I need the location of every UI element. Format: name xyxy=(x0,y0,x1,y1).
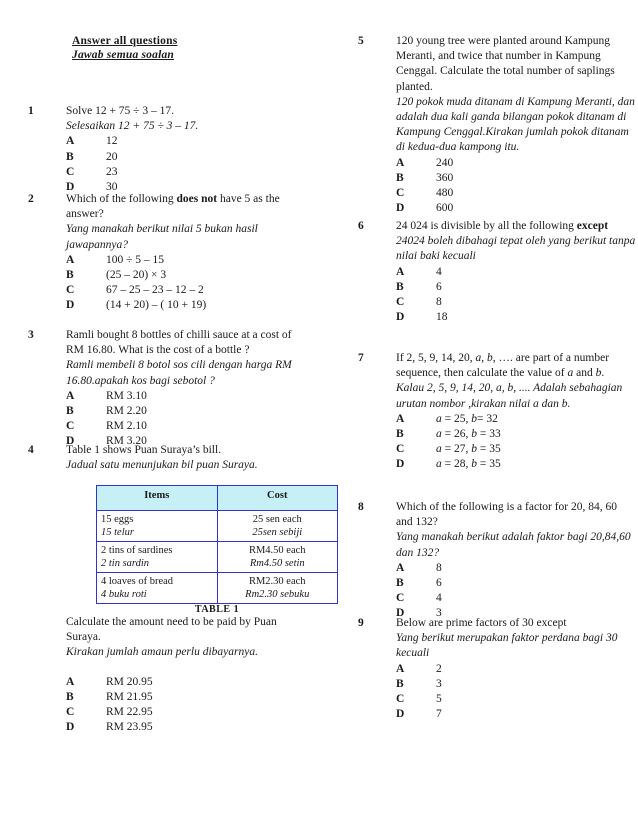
question-body xyxy=(66,443,306,473)
option-text: 6 xyxy=(436,280,442,293)
option-text: (25 – 20) × 3 xyxy=(106,269,167,281)
option-a[interactable] xyxy=(66,134,306,149)
page-heading xyxy=(72,34,322,62)
stem-english: Solve 12 + 75 ÷ 3 – 17. xyxy=(66,105,174,117)
option-letter: B xyxy=(396,577,404,589)
question-body xyxy=(396,500,636,622)
option-letter: B xyxy=(66,150,74,163)
option-b[interactable] xyxy=(396,280,636,295)
question-number: 2 xyxy=(28,193,34,205)
cell-cost xyxy=(217,542,338,573)
option-list xyxy=(396,662,636,723)
option-d[interactable] xyxy=(396,310,636,325)
option-letter: D xyxy=(66,721,75,734)
option-d[interactable] xyxy=(396,457,636,472)
option-c[interactable] xyxy=(396,295,636,310)
cell-item xyxy=(97,511,218,542)
option-c[interactable] xyxy=(396,186,636,201)
option-letter: B xyxy=(396,171,404,184)
option-text: 67 – 25 – 23 – 12 – 2 xyxy=(106,284,204,297)
option-text: 4 xyxy=(436,265,442,278)
option-text: RM 21.95 xyxy=(106,690,153,703)
option-letter: D xyxy=(396,311,405,324)
option-text: a = 27, b = 35 xyxy=(436,443,501,456)
option-letter: A xyxy=(396,561,405,574)
question-2 xyxy=(28,192,306,314)
option-text: 18 xyxy=(436,311,448,324)
cost-malay: Rm4.50 setin xyxy=(249,558,305,569)
item-malay: 2 tin sardin xyxy=(101,558,150,569)
cell-item xyxy=(97,542,218,573)
option-c[interactable] xyxy=(66,165,306,180)
option-letter: A xyxy=(66,135,75,148)
cell-item xyxy=(97,573,218,604)
option-text: RM 3.20 xyxy=(106,435,147,448)
option-letter: D xyxy=(396,458,405,471)
option-letter: B xyxy=(396,428,404,440)
question-number: 3 xyxy=(28,329,34,341)
option-text: RM 3.10 xyxy=(106,389,147,402)
item-malay: 4 buku roti xyxy=(101,589,147,600)
table-caption: TABLE 1 xyxy=(194,604,240,615)
stem-english-2: Calculate the amount need to be paid by Puan Suraya. xyxy=(66,616,277,644)
option-b[interactable] xyxy=(66,150,306,165)
option-a[interactable] xyxy=(66,389,306,404)
option-text: RM 2.10 xyxy=(106,420,147,433)
item-english: 4 loaves of bread xyxy=(101,576,174,587)
option-text: RM 22.95 xyxy=(106,705,153,718)
table-row xyxy=(97,542,338,573)
heading-english: Answer all questions xyxy=(72,35,178,47)
option-letter: B xyxy=(396,677,404,690)
option-text: 4 xyxy=(436,592,442,605)
option-a[interactable] xyxy=(396,412,636,427)
option-c[interactable] xyxy=(396,692,636,707)
option-text: 20 xyxy=(106,150,118,163)
option-letter: C xyxy=(396,295,405,308)
option-text: RM 2.20 xyxy=(106,405,147,417)
option-letter: C xyxy=(396,443,405,456)
option-text: 360 xyxy=(436,171,454,184)
question-body xyxy=(66,192,306,314)
option-d[interactable] xyxy=(66,298,306,313)
option-text: 23 xyxy=(106,165,118,178)
option-letter: B xyxy=(66,405,74,417)
question-body xyxy=(66,615,306,735)
option-letter: D xyxy=(66,435,75,448)
option-d[interactable] xyxy=(66,720,306,735)
item-malay: 15 telur xyxy=(101,527,134,538)
option-d[interactable] xyxy=(396,707,636,722)
stem-malay: Yang manakah berikut nilai 5 bukan hasil jawapannya? xyxy=(66,223,258,251)
option-letter: D xyxy=(396,202,405,215)
item-english: 2 tins of sardines xyxy=(101,545,173,556)
option-letter: B xyxy=(396,280,404,293)
cell-cost xyxy=(217,573,338,604)
option-a[interactable] xyxy=(396,156,636,171)
stem-english: 24 024 is divisible by all the following except xyxy=(396,220,609,232)
question-number: 9 xyxy=(358,617,364,629)
option-text: 3 xyxy=(436,677,442,690)
cost-english: 25 sen each xyxy=(252,514,302,525)
option-letter: D xyxy=(396,708,405,721)
option-list xyxy=(66,389,306,450)
question-number: 5 xyxy=(358,35,364,47)
bill-table-wrapper xyxy=(96,485,338,604)
option-text: a = 25, b= 32 xyxy=(436,412,498,425)
question-body xyxy=(66,328,306,450)
question-number: 7 xyxy=(358,352,364,364)
stem-malay-2: Kirakan jumlah amaun perlu dibayarnya. xyxy=(66,646,258,659)
option-text: a = 28, b = 35 xyxy=(436,458,501,471)
option-text: a = 26, b = 33 xyxy=(436,428,501,440)
option-letter: A xyxy=(66,389,75,402)
question-number: 6 xyxy=(358,220,364,232)
option-list xyxy=(66,253,306,314)
option-text: 240 xyxy=(436,156,454,169)
option-text: RM 23.95 xyxy=(106,721,153,734)
option-text: 8 xyxy=(436,295,442,308)
stem-english: Below are prime factors of 30 except xyxy=(396,617,567,629)
option-list xyxy=(396,561,636,622)
option-text: 7 xyxy=(436,708,442,721)
option-a[interactable] xyxy=(66,675,306,690)
question-8 xyxy=(358,500,636,622)
option-list xyxy=(396,412,636,473)
option-b[interactable] xyxy=(396,677,636,692)
stem-malay: 24024 boleh dibahagi tepat oleh yang berikut tanpa nilai baki kecuali xyxy=(396,235,636,263)
option-text: 600 xyxy=(436,202,454,215)
heading-malay: Jawab semua soalan xyxy=(72,49,175,61)
cost-malay: 25sen sebiji xyxy=(252,527,303,538)
question-4-continued xyxy=(28,615,306,735)
option-letter: D xyxy=(66,180,75,193)
table-row xyxy=(97,573,338,604)
option-list xyxy=(66,134,306,195)
option-letter: D xyxy=(396,607,405,620)
stem-malay: Yang manakah berikut adalah faktor bagi 20,84,60 dan 132? xyxy=(396,531,631,559)
stem-english: Table 1 shows Puan Suraya’s bill. xyxy=(66,444,222,456)
question-5 xyxy=(358,34,636,216)
question-body xyxy=(396,219,636,325)
table-header-row xyxy=(97,486,338,511)
option-b[interactable] xyxy=(66,268,306,283)
option-letter: A xyxy=(396,265,405,278)
stem-malay: Yang berikut merupakan faktor perdana bagi 30 kecuali xyxy=(396,632,618,660)
stem-malay: Jadual satu menunjukan bil puan Suraya. xyxy=(66,459,258,472)
option-letter: A xyxy=(66,253,75,266)
question-4 xyxy=(28,443,306,473)
stem-malay: Selesaikan 12 + 75 ÷ 3 – 17. xyxy=(66,120,199,133)
option-text: 5 xyxy=(436,692,442,705)
cost-english: RM2.30 each xyxy=(248,576,306,587)
option-c[interactable] xyxy=(66,705,306,720)
question-1 xyxy=(28,104,306,195)
option-letter: C xyxy=(66,165,75,178)
table-row xyxy=(97,511,338,542)
option-c[interactable] xyxy=(396,591,636,606)
question-body xyxy=(396,616,636,722)
option-text: 2 xyxy=(436,662,442,675)
option-letter: A xyxy=(396,156,405,169)
option-c[interactable] xyxy=(396,442,636,457)
option-a[interactable] xyxy=(396,561,636,576)
question-number: 1 xyxy=(28,105,34,117)
option-c[interactable] xyxy=(66,283,306,298)
column-header-cost: Cost xyxy=(217,486,338,511)
option-list xyxy=(396,265,636,326)
option-letter: A xyxy=(396,412,405,425)
cost-english: RM4.50 each xyxy=(248,545,306,556)
option-letter: C xyxy=(66,284,75,297)
option-letter: B xyxy=(66,690,74,703)
stem-english: If 2, 5, 9, 14, 20, a, b, …. are part of a number sequence, then calculate the value of a and b. xyxy=(396,352,610,380)
option-letter: C xyxy=(66,420,75,433)
option-letter: C xyxy=(396,592,405,605)
option-a[interactable] xyxy=(396,662,636,677)
option-b[interactable] xyxy=(396,171,636,186)
option-letter: B xyxy=(66,269,74,281)
option-text: 6 xyxy=(436,577,442,589)
option-text: (14 + 20) – ( 10 + 19) xyxy=(106,299,207,312)
stem-english: 120 young tree were planted around Kampung Meranti, and twice that number in Kampung Cenggal. Calculate the total number of saplings planted. xyxy=(396,35,615,93)
stem-english: Which of the following is a factor for 20, 84, 60 and 132? xyxy=(396,501,617,529)
option-b[interactable] xyxy=(396,576,636,591)
option-list xyxy=(66,675,306,736)
option-letter: C xyxy=(66,705,75,718)
stem-malay: Kalau 2, 5, 9, 14, 20, a, b, .... Adalah sebahagian urutan nombor ,kirakan nilai a dan b. xyxy=(396,382,623,410)
option-list xyxy=(396,156,636,217)
stem-english: Ramli bought 8 bottles of chilli sauce at a cost of RM 16.80. What is the cost of a bottle ? xyxy=(66,329,292,357)
cell-cost xyxy=(217,511,338,542)
option-letter: C xyxy=(396,692,405,705)
option-text: 30 xyxy=(106,180,118,193)
option-b[interactable] xyxy=(66,690,306,705)
option-a[interactable] xyxy=(66,253,306,268)
option-text: RM 20.95 xyxy=(106,675,153,688)
bill-table xyxy=(96,485,338,604)
option-letter: C xyxy=(396,187,405,199)
option-b[interactable] xyxy=(396,427,636,442)
question-number: 8 xyxy=(358,501,364,513)
option-a[interactable] xyxy=(396,265,636,280)
option-letter: D xyxy=(66,299,75,312)
question-9 xyxy=(358,616,636,722)
stem-malay: 120 pokok muda ditanam di Kampung Meranti, dan adalah dua kali ganda bilangan pokok ditanam di Kampung Cenggal.Kirakan jumlah pokok ditanam di kedua-dua kampong itu. xyxy=(396,95,635,154)
option-text: 3 xyxy=(436,607,442,620)
stem-malay: Ramli membeli 8 botol sos cili dengan harga RM 16.80.apakah kos bagi sebotol ? xyxy=(66,359,292,387)
option-b[interactable] xyxy=(66,404,306,419)
option-letter: A xyxy=(396,662,405,675)
option-text: 12 xyxy=(106,135,118,148)
question-body xyxy=(396,34,636,216)
option-text: 100 ÷ 5 – 15 xyxy=(106,253,165,266)
stem-english: Which of the following does not have 5 as the answer? xyxy=(66,193,280,221)
option-c[interactable] xyxy=(66,419,306,434)
option-text: 8 xyxy=(436,561,442,574)
column-header-items: Items xyxy=(97,486,218,511)
cost-malay: Rm2.30 sebuku xyxy=(245,589,310,600)
option-text: 480 xyxy=(436,187,454,199)
question-6 xyxy=(358,219,636,325)
option-d[interactable] xyxy=(396,201,636,216)
question-body xyxy=(66,104,306,195)
item-english: 15 eggs xyxy=(101,514,134,525)
question-body xyxy=(396,351,636,473)
question-7 xyxy=(358,351,636,473)
question-number: 4 xyxy=(28,444,34,456)
question-3 xyxy=(28,328,306,450)
option-letter: A xyxy=(66,675,75,688)
